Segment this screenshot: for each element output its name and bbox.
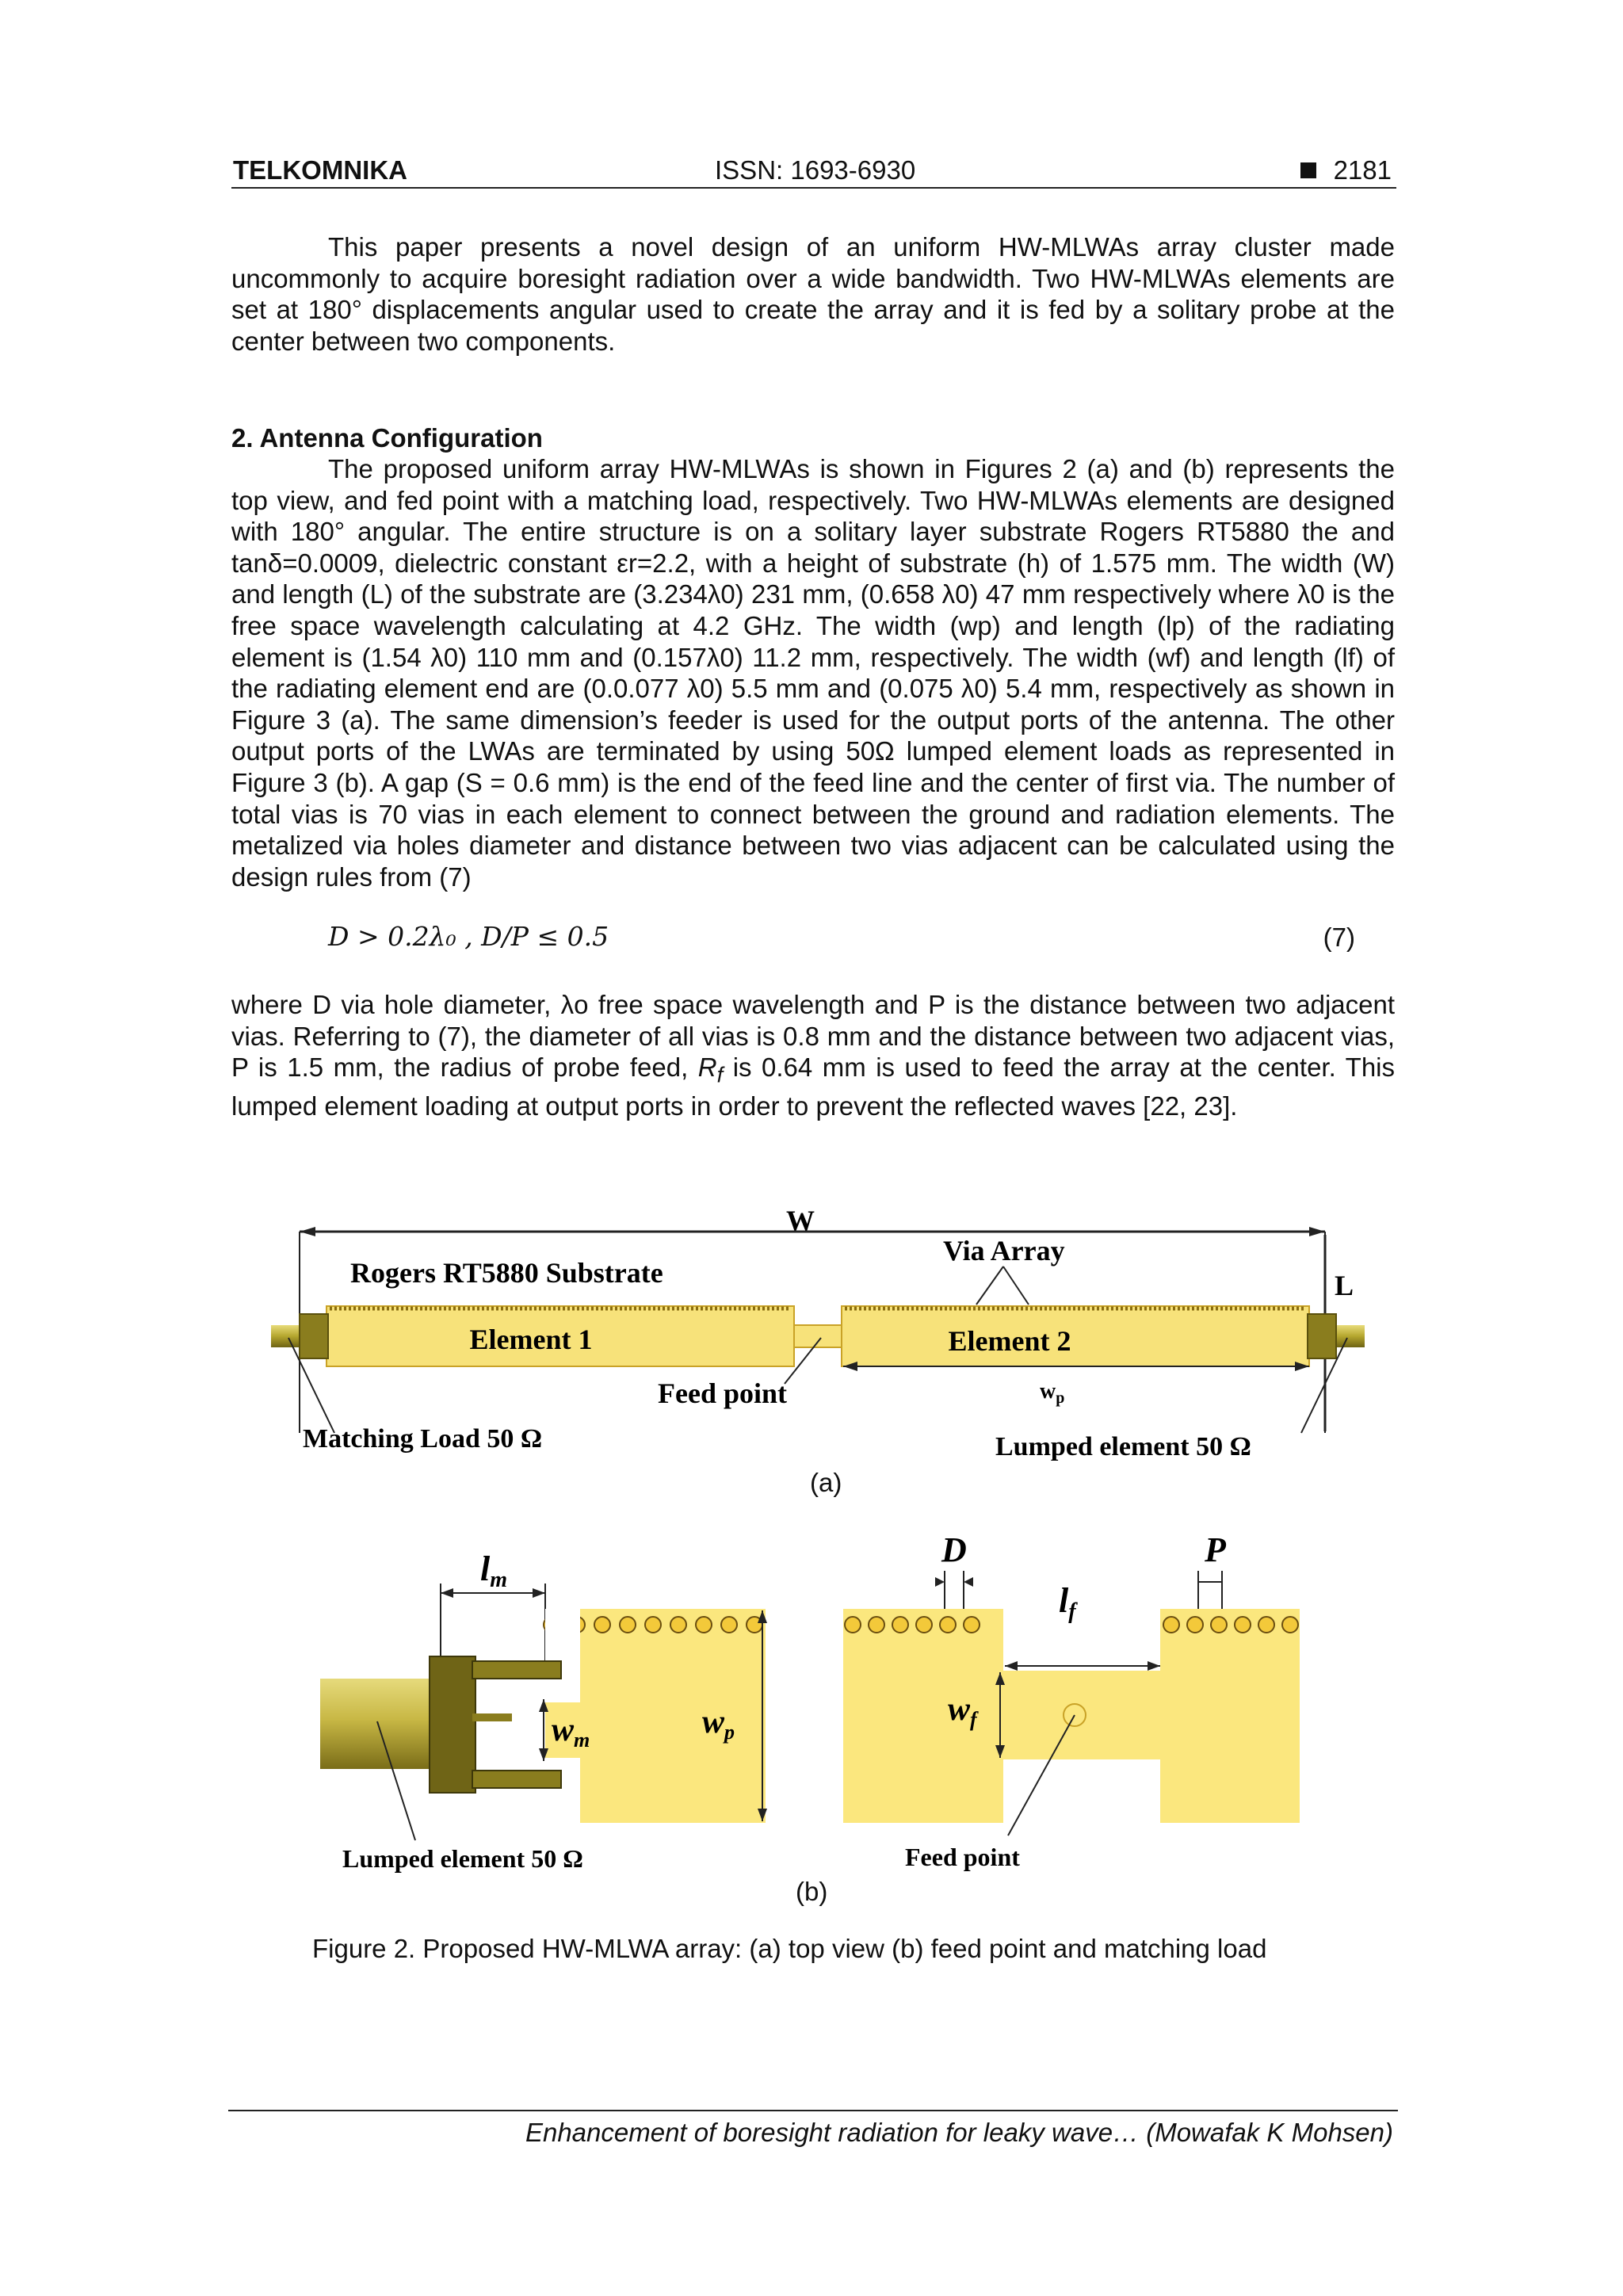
via-hole-icon [721,1617,737,1633]
matching-load-label: Matching Load 50 Ω [303,1424,543,1454]
lf-label: lf [1059,1581,1076,1624]
l-label: L [1335,1270,1354,1301]
connector-pin-top-overlay [472,1661,561,1679]
figure-b-left-panel [314,1523,789,1880]
wf-label: wf [948,1691,977,1731]
feed-point-b-label: Feed point [905,1843,1020,1871]
figure-b-right-panel [824,1523,1316,1880]
via-hole-icon [869,1617,884,1633]
wm-label: wm [552,1712,590,1752]
via-hole-icon [1211,1617,1227,1633]
connector-cylinder [320,1679,431,1769]
equation: D > 0.2λ₀ , D/P ≤ 0.5 [328,921,609,952]
figure-a-label: (a) [810,1468,842,1497]
element-1-label: Element 1 [469,1324,593,1355]
footer-rule [228,2110,1398,2111]
center-feed-line [794,1325,842,1347]
figure-caption: Figure 2. Proposed HW-MLWA array: (a) top view (b) feed point and matching load [312,1934,1267,1963]
substrate-label: Rogers RT5880 Substrate [350,1257,663,1289]
feed-patch-left [843,1609,1003,1823]
w-label: W [786,1205,815,1236]
figure-b-left-svg [314,1523,789,1880]
lm-arrow-right-icon [533,1588,545,1598]
journal-name: TELKOMNIKA [233,155,407,185]
figure-a-top-view [262,1203,1371,1473]
d-arrow-right-icon [964,1577,973,1587]
element-2-label: Element 2 [948,1325,1071,1357]
via-hole-icon [1258,1617,1274,1633]
running-footer: Enhancement of boresight radiation for leaky wave… (Mowafak K Mohsen) [525,2118,1393,2147]
rf-subscript: f [716,1062,724,1087]
section-paragraph-1-text: The proposed uniform array HW-MLWAs is shown in Figures 2 (a) and (b) represents the top view, and fed point with a matching load, respectively. Two HW-MLWAs elements are designed with 180° angular. The entire structure is on a solitary layer substrate Rogers RT5880 the and tanδ=0.0009, dielectric constant εr=2.2, with a height of substrate (h) of 1.575 mm. The width (W) and length (L) of the substrate are (3.234λ0) 231 mm, (0.658 λ0) 47 mm respectively where λ0 is the free space wavelength calculating at 4.2 GHz. The width (wp) and length (lp) of the radiating element is (1.54 λ0) 110 mm and (0.157λ0) 11.2 mm, respectively. The width (wf) and length (lf) of the radiating element end are (0.0.077 λ0) 5.5 mm and (0.075 λ0) 5.4 mm, respectively as shown in Figure 3 (a). The same dimension’s feeder is used for the output ports of the antenna. The other output ports of the LWAs are terminated by using 50Ω lumped element loads as represented in Figure 3 (b). A gap (S = 0.6 mm) is the end of the feed line and the center of first via. The number of total vias is 70 vias in each element to connect between the ground and radiation elements. The metalized via holes diameter and distance between two vias adjacent can be calculated using the design rules from (7) [231,454,1395,892]
d-arrow-left-icon [935,1577,945,1587]
w-arrow-left-icon [300,1227,315,1236]
via-hole-icon [645,1617,661,1633]
paragraph-2-part-a: where D via hole diameter, λo free space wavelength and P is the distance between two adjacent vias. Referring to (7), the diameter of all vias is 0.8 mm and the distance between two adjacent vias, P is 1.5 mm, the radius of probe feed, [231,990,1395,1083]
section-paragraph-1 [231,453,1395,892]
connector-pin-bottom-overlay [472,1771,561,1788]
via-hole-icon [670,1617,686,1633]
via-hole-icon [1187,1617,1203,1633]
running-header [231,155,1396,189]
feed-patch-right [1160,1609,1300,1823]
via-hole-icon [594,1617,610,1633]
via-hole-icon [916,1617,932,1633]
figure-b-right-svg [824,1523,1316,1880]
paragraph-2-part-b: is 0.64 mm is used to feed the array at the center. This lumped element loading at output ports in order to prevent the reflected waves [22, 23]. [231,1052,1395,1121]
feed-line [1002,1671,1162,1759]
via-hole-icon [696,1617,712,1633]
d-label: D [941,1530,967,1569]
section-heading: 2. Antenna Configuration [231,423,543,453]
patch-notch-bottom [545,1758,580,1823]
section-paragraph-2 [231,989,1395,1122]
lumped-b-label: Lumped element 50 Ω [342,1844,583,1873]
via-hole-icon [1235,1617,1251,1633]
via-hole-icon [845,1617,861,1633]
via-array-label: Via Array [943,1235,1065,1266]
element-2-patch [842,1306,1309,1366]
lf-arrow-left-icon [1005,1661,1018,1671]
page-number-text: 2181 [1333,155,1392,185]
via-hole-icon [620,1617,636,1633]
lm-label: lm [480,1549,508,1592]
via-array-pointer-2 [1003,1266,1029,1305]
via-hole-icon [1282,1617,1298,1633]
issn: ISSN: 1693-6930 [715,155,916,185]
p-label: P [1205,1530,1226,1569]
connector-flange [430,1656,475,1793]
square-bullet-icon [1300,162,1316,178]
lf-arrow-right-icon [1148,1661,1160,1671]
rf-symbol: R [697,1052,717,1083]
figure-a-svg [262,1203,1371,1473]
equation-number: (7) [1323,923,1355,952]
via-hole-icon [1163,1617,1179,1633]
w-arrow-right-icon [1309,1227,1325,1236]
patch-notch-top [545,1609,580,1702]
via-hole-icon [892,1617,908,1633]
connector-pin-center [472,1713,512,1721]
lm-arrow-left-icon [441,1588,453,1598]
figure-b-label: (b) [796,1877,828,1906]
feed-point-label: Feed point [658,1377,788,1409]
wp-b-label: wp [702,1704,735,1744]
via-array-pointer-1 [976,1266,1003,1305]
page-number [1300,155,1392,185]
lumped-element-label: Lumped element 50 Ω [995,1432,1251,1461]
wp-label: $w_p$ [1040,1379,1065,1407]
left-connector-body [300,1314,328,1358]
right-connector-body [1308,1314,1336,1358]
via-hole-icon [964,1617,980,1633]
via-hole-icon [940,1617,956,1633]
intro-paragraph-text: This paper presents a novel design of an uniform HW-MLWAs array cluster made uncommonly to acquire boresight radiation over a wide bandwidth. Two HW-MLWAs elements are set at 180° displacements angular used to create the array and it is fed by a solitary probe at the center between two components. [231,232,1395,356]
intro-paragraph [231,231,1395,357]
